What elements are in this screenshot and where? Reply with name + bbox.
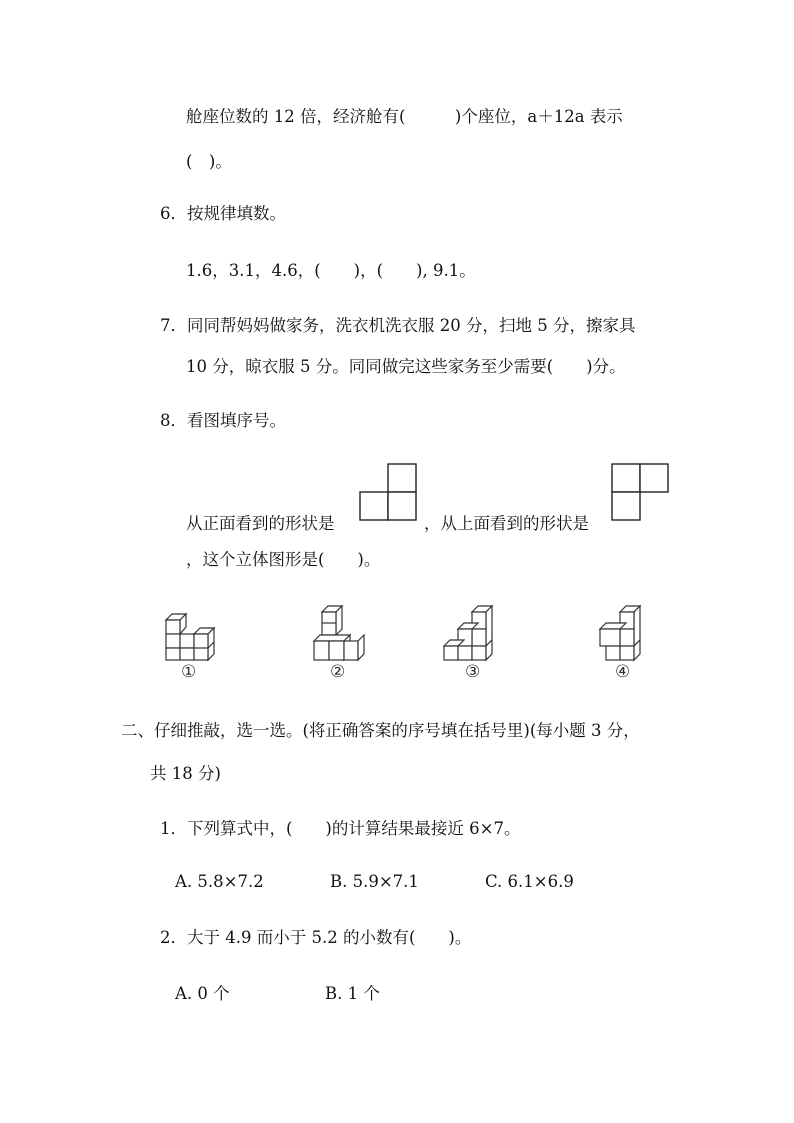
question-8-top-text: ，从上面看到的形状是 [424, 514, 589, 533]
question-8: 8．看图填序号。 [160, 411, 286, 430]
mc-2-option-b: B. 1 个 [325, 984, 380, 1003]
question-6: 6．按规律填数。 [160, 204, 286, 223]
figure-label-3: ③ [465, 662, 481, 682]
solid-figure-1 [162, 612, 218, 662]
mc-1-option-a: A. 5.8×7.2 [175, 872, 264, 891]
solid-figure-3 [442, 604, 504, 662]
line-1: 舱座位数的 12 倍，经济舱有( )个座位，a＋12a 表示 [186, 107, 623, 126]
mc-2-option-a: A. 0 个 [175, 984, 230, 1003]
figure-label-4: ④ [615, 662, 631, 682]
mc-question-2: 2．大于 4.9 而小于 5.2 的小数有( )。 [160, 928, 472, 947]
section-2-heading: 二、仔细推敲，选一选。(将正确答案的序号填在括号里)(每小题 3 分， [121, 721, 640, 740]
line-2: ( )。 [186, 152, 232, 171]
mc-1-option-b: B. 5.9×7.1 [330, 872, 419, 891]
figure-label-1: ① [181, 662, 197, 682]
mc-1-option-c: C. 6.1×6.9 [485, 872, 574, 891]
solid-figure-2 [312, 604, 366, 662]
question-8-front-text: 从正面看到的形状是 [186, 514, 335, 533]
figure-label-2: ② [330, 662, 346, 682]
question-6-sequence: 1.6，3.1，4.6，( )，( ), 9.1。 [186, 261, 476, 280]
top-view-shape [610, 463, 670, 521]
mc-question-1: 1．下列算式中，( )的计算结果最接近 6×7。 [160, 819, 521, 838]
question-8-answer: ，这个立体图形是( )。 [186, 550, 381, 569]
front-view-shape [358, 463, 418, 521]
question-7-line-2: 10 分，晾衣服 5 分。同同做完这些家务至少需要( )分。 [186, 357, 626, 376]
section-2-heading-cont: 共 18 分) [150, 764, 221, 783]
solid-figure-4 [596, 604, 652, 662]
question-7-line-1: 7．同同帮妈妈做家务，洗衣机洗衣服 20 分，扫地 5 分，擦家具 [160, 316, 636, 335]
